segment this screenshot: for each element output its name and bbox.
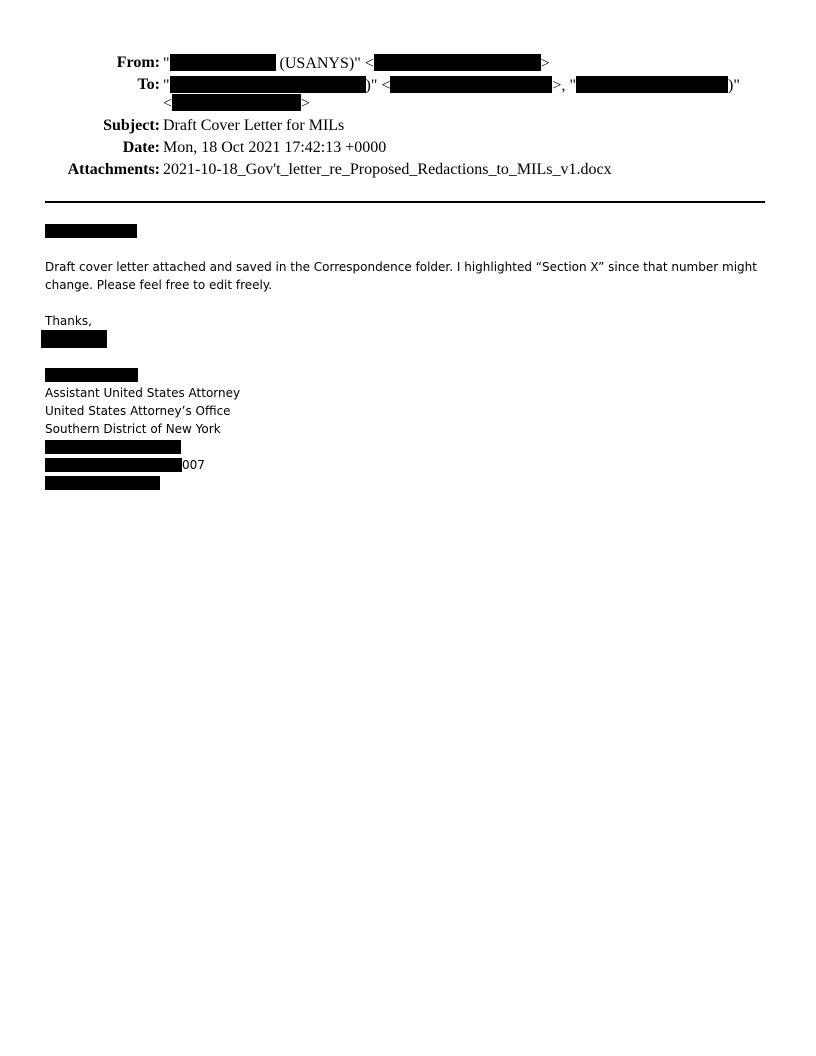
redaction (45, 368, 138, 382)
phone-suffix: 007 (182, 458, 205, 472)
from-org: (USANYS)" < (275, 55, 374, 72)
redaction (170, 54, 276, 71)
redaction (45, 476, 160, 490)
redaction (374, 54, 541, 71)
header-divider (45, 201, 765, 203)
signature-office: United States Attorney’s Office (45, 404, 231, 418)
from-label: From: (116, 54, 160, 71)
to-close: )" (727, 77, 740, 94)
redaction (390, 76, 552, 93)
attachments-label: Attachments: (67, 161, 160, 178)
redaction (172, 94, 301, 111)
redaction (41, 330, 107, 348)
subject-value: Draft Cover Letter for MILs (163, 117, 345, 134)
redaction (45, 224, 137, 238)
body-line-2: change. Please feel free to edit freely. (45, 278, 273, 292)
closing-thanks: Thanks, (45, 314, 92, 328)
date-value: Mon, 18 Oct 2021 17:42:13 +0000 (163, 139, 387, 156)
to-value-cont: < > (163, 95, 311, 112)
to-label: To: (137, 76, 160, 93)
attachment-link[interactable]: 2021-10-18_Gov't_letter_re_Proposed_Redactions_to_MILs_v1.docx (163, 161, 612, 178)
from-value: " (USANYS)" < > (163, 55, 550, 72)
to-sep1: )" < (365, 77, 391, 94)
signature-district: Southern District of New York (45, 422, 221, 436)
body-line-1: Draft cover letter attached and saved in the Correspondence folder. I highlighted “Section X” since that number might (45, 260, 757, 274)
to-sep2: >, " (552, 77, 576, 94)
redaction (45, 458, 182, 472)
redaction (45, 440, 181, 454)
redaction (170, 76, 366, 93)
subject-label: Subject: (103, 117, 160, 134)
date-label: Date: (122, 139, 160, 156)
redaction (576, 76, 728, 93)
to-value: " )" < >, " )" (163, 77, 740, 94)
to-line2-close: > (301, 95, 311, 112)
signature-title: Assistant United States Attorney (45, 386, 241, 400)
from-close: > (540, 55, 550, 72)
